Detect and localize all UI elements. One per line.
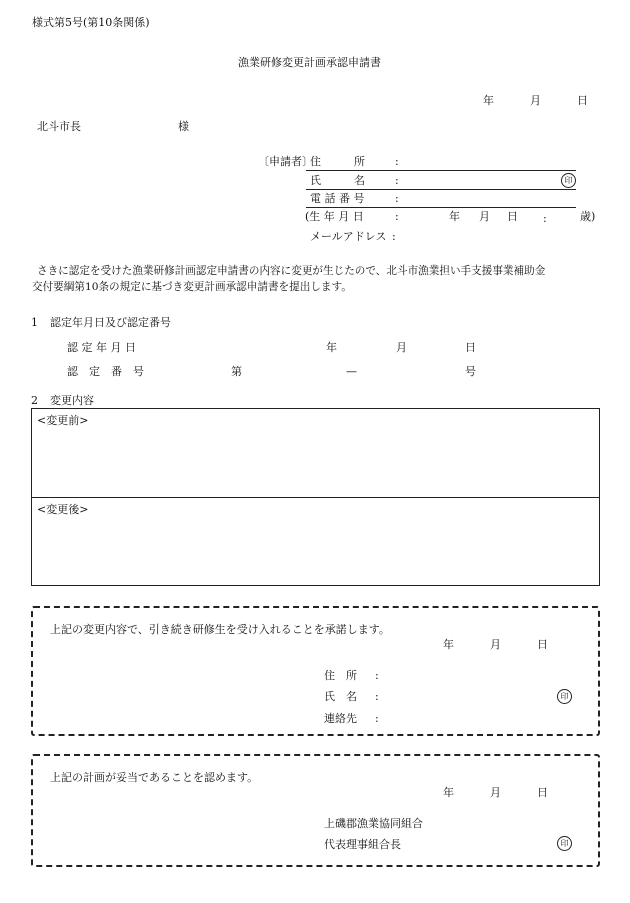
applicant-email-label: メールアドレス xyxy=(310,230,387,243)
applicant-name-label: 氏 名 xyxy=(310,174,365,187)
applicant-phone-line xyxy=(306,207,576,208)
applicant-address-label: 住 所 xyxy=(310,155,365,168)
date-year: 年 xyxy=(483,94,494,107)
section-1-heading: 認定年月日及び認定番号 xyxy=(50,316,171,329)
date-month: 月 xyxy=(530,94,541,107)
section-1-number: 1 xyxy=(31,316,38,329)
trainee-contact-label: 連絡先 xyxy=(324,712,357,725)
trainee-consent-text: 上記の変更内容で、引き続き研修生を受け入れることを承諾します。 xyxy=(50,623,390,636)
change-after-box[interactable] xyxy=(31,497,600,586)
addressee-honorific: 様 xyxy=(178,120,189,133)
trainee-date-day: 日 xyxy=(537,638,548,651)
coop-date-year: 年 xyxy=(443,786,454,799)
coop-date-day: 日 xyxy=(537,786,548,799)
approval-number-label: 認 定 番 号 xyxy=(67,365,144,378)
approval-number-suffix: 号 xyxy=(465,365,476,378)
date-day: 日 xyxy=(577,94,588,107)
applicant-phone-colon: : xyxy=(395,192,399,205)
coop-approval-text: 上記の計画が妥当であることを認めます。 xyxy=(50,771,259,784)
trainee-date-year: 年 xyxy=(443,638,454,651)
applicant-birth-day: 日 xyxy=(507,210,518,223)
applicant-name-line xyxy=(306,189,576,190)
approval-number-dash: — xyxy=(346,365,357,378)
body-text-line-1: さきに認定を受けた漁業研修計画認定申請書の内容に変更が生じたので、北斗市漁業担い手支援事業補助金 xyxy=(37,265,546,277)
applicant-birth-year: 年 xyxy=(449,210,460,223)
coop-representative: 代表理事組合長 xyxy=(324,838,401,851)
applicant-birth-month: 月 xyxy=(479,210,490,223)
section-2-heading: 変更内容 xyxy=(50,394,94,407)
approval-date-month: 月 xyxy=(396,341,407,354)
applicant-birth-label: (生 年 月 日 xyxy=(305,210,364,223)
trainee-address-label: 住 所 xyxy=(324,669,357,682)
applicant-phone-label: 電 話 番 号 xyxy=(310,192,365,205)
applicant-address-colon: : xyxy=(395,155,399,168)
page-title: 漁業研修変更計画承認申請書 xyxy=(238,56,381,69)
coop-seal-icon: 印 xyxy=(557,836,572,851)
approval-number-prefix: 第 xyxy=(231,365,242,378)
addressee-name: 北斗市長 xyxy=(37,120,81,133)
applicant-age-colon: : xyxy=(543,212,547,225)
change-before-label: <変更前> xyxy=(37,414,89,427)
applicant-address-line xyxy=(306,170,576,171)
change-before-box[interactable] xyxy=(31,408,600,498)
approval-date-day: 日 xyxy=(465,341,476,354)
trainee-name-colon: : xyxy=(375,690,379,703)
applicant-name-colon: : xyxy=(395,174,399,187)
applicant-birth-colon: : xyxy=(395,210,399,223)
coop-org-name: 上磯郡漁業協同組合 xyxy=(324,817,423,830)
trainee-date-month: 月 xyxy=(490,638,501,651)
change-after-label: <変更後> xyxy=(37,503,89,516)
trainee-address-colon: : xyxy=(375,669,379,682)
applicant-seal-icon: 印 xyxy=(561,173,576,188)
approval-date-label: 認 定 年 月 日 xyxy=(67,341,136,354)
applicant-label: 〔申請者〕 xyxy=(258,155,313,168)
trainee-seal-icon: 印 xyxy=(557,689,572,704)
section-2-number: 2 xyxy=(31,394,38,407)
trainee-contact-colon: : xyxy=(375,712,379,725)
form-number: 様式第5号(第10条関係) xyxy=(32,16,150,29)
coop-date-month: 月 xyxy=(490,786,501,799)
trainee-name-label: 氏 名 xyxy=(324,690,357,703)
approval-date-year: 年 xyxy=(326,341,337,354)
applicant-age: 歳) xyxy=(580,210,596,223)
body-text-line-2: 交付要綱第10条の規定に基づき変更計画承認申請書を提出します。 xyxy=(32,281,352,293)
applicant-email-colon: : xyxy=(392,230,396,243)
